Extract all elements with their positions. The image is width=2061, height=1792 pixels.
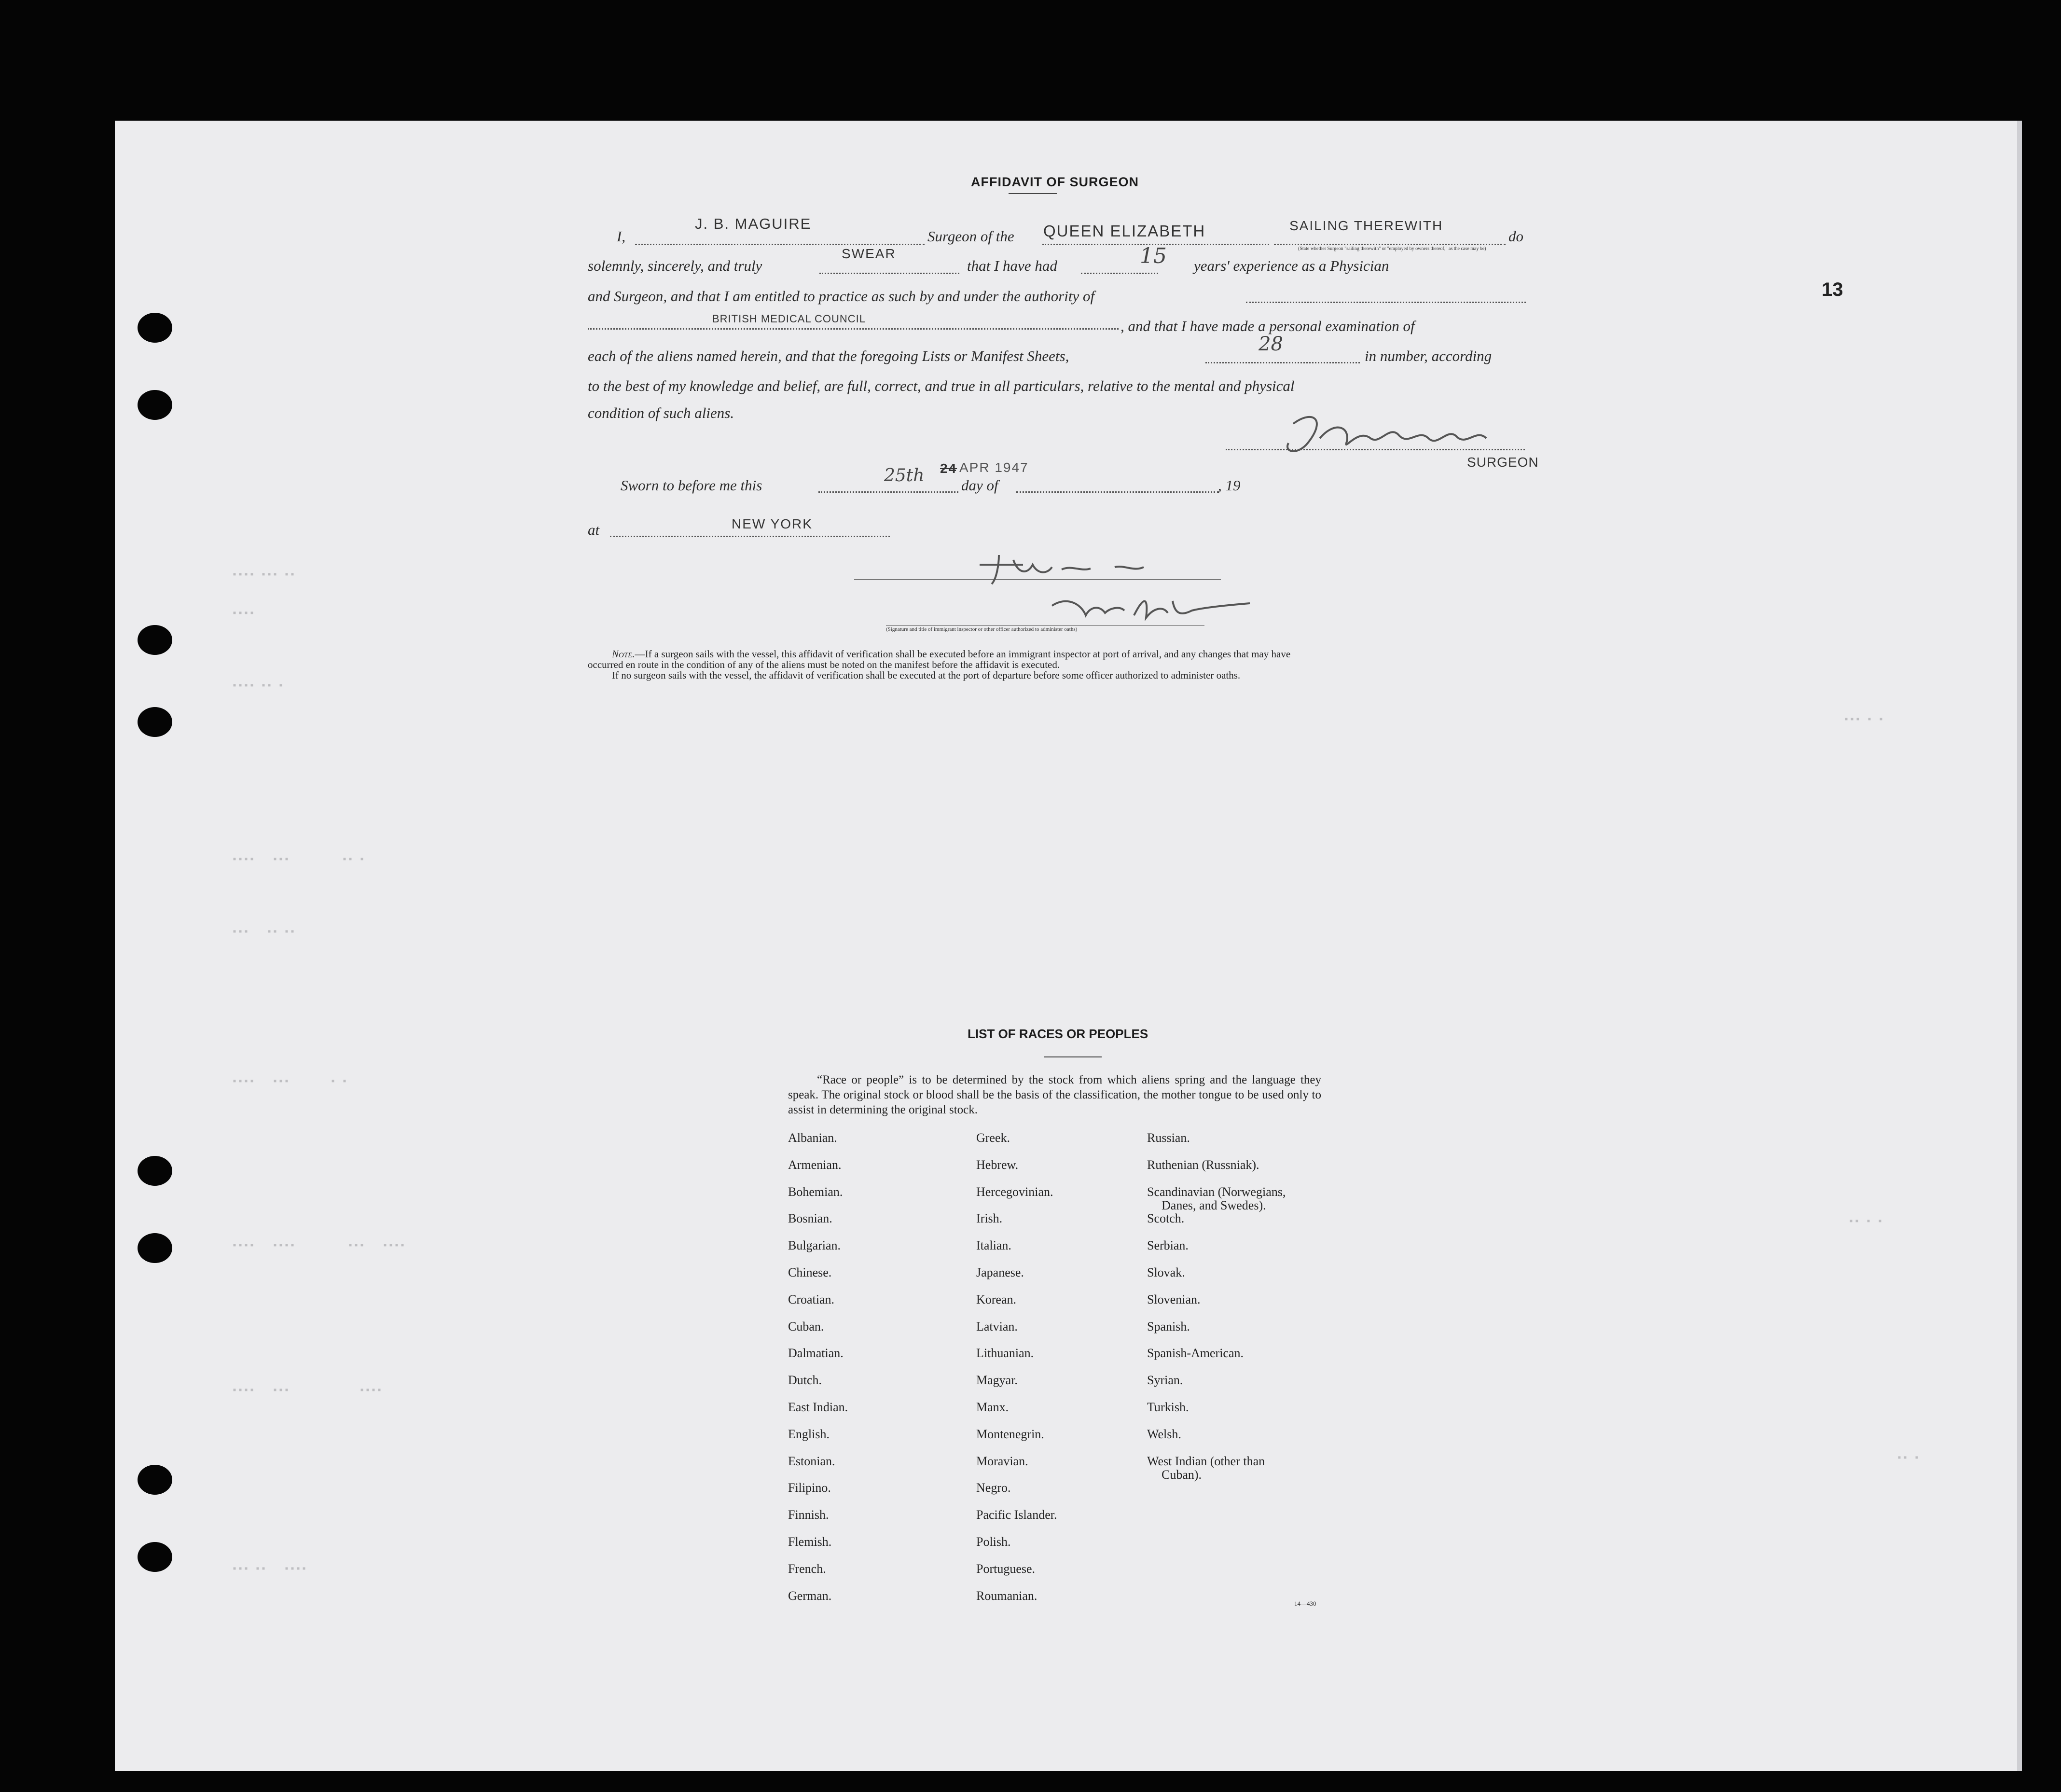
race-item: Polish.	[976, 1535, 1011, 1549]
race-item: Russian.	[1147, 1131, 1190, 1145]
line1-end: do	[1508, 228, 1523, 245]
bleed-through-mark: ▪▪▪▪ ▪▪▪▪ ▪▪▪ ▪▪▪▪	[232, 1240, 406, 1251]
race-item: Cuban.	[788, 1319, 824, 1334]
races-title-rule	[1044, 1056, 1102, 1057]
line3: and Surgeon, and that I am entitled to practice as such by and under the authority of	[588, 288, 1095, 305]
race-item: German.	[788, 1588, 832, 1603]
vessel-status: SAILING THEREWITH	[1289, 218, 1443, 233]
race-item: Lithuanian.	[976, 1346, 1034, 1361]
sworn-month-line	[1016, 491, 1219, 493]
punch-hole	[138, 1542, 172, 1572]
race-item: Filipino.	[788, 1481, 831, 1495]
races-title: LIST OF RACES OR PEOPLES	[968, 1027, 1148, 1041]
race-item: Korean.	[976, 1292, 1017, 1306]
race-item: Bohemian.	[788, 1184, 843, 1199]
sworn-year-prefix: , 19	[1218, 477, 1241, 494]
line2-prefix: solemnly, sincerely, and truly	[588, 257, 762, 274]
vessel-name: QUEEN ELIZABETH	[1043, 222, 1206, 240]
race-item: Dalmatian.	[788, 1346, 844, 1361]
note-line3: If no surgeon sails with the vessel, the affidavit of verification shall be executed at the port of departure before some officer authorized to administer oaths.	[612, 669, 1241, 681]
race-item: Japanese.	[976, 1265, 1024, 1279]
surgeon-name: J. B. MAGUIRE	[695, 215, 812, 232]
race-item: Greek.	[976, 1131, 1010, 1145]
race-item: Slovak.	[1147, 1265, 1185, 1279]
oath-word: SWEAR	[842, 246, 896, 261]
sheets-line	[1205, 362, 1360, 363]
race-item: West Indian (other than	[1147, 1454, 1265, 1468]
race-item: Roumanian.	[976, 1588, 1037, 1603]
race-item: Danes, and Swedes).	[1162, 1198, 1266, 1212]
sworn-day: 25th	[884, 466, 925, 486]
bleed-through-mark: ▪▪▪ ▪▪ ▪▪	[232, 927, 296, 938]
race-item: Italian.	[976, 1238, 1011, 1253]
race-item: Montenegrin.	[976, 1427, 1044, 1441]
note-line1	[612, 649, 1290, 660]
inspector-title-signature	[1047, 586, 1269, 630]
inspector-caption: (Signature and title of immigrant inspector or other officer authorized to administer oaths)	[886, 626, 1078, 632]
document-page	[115, 121, 2022, 1771]
punch-hole	[138, 707, 172, 737]
line2-mid: that I have had	[967, 257, 1057, 274]
sworn-mid: day of	[961, 477, 998, 494]
bleed-through-mark: ▪▪ ▪	[1896, 1453, 1920, 1464]
line4-end: , and that I have made a personal examination of	[1120, 318, 1415, 334]
race-item: Chinese.	[788, 1265, 832, 1279]
line1-prefix: I,	[617, 228, 626, 245]
authority: BRITISH MEDICAL COUNCIL	[712, 313, 866, 325]
race-item: Pacific Islander.	[976, 1508, 1057, 1522]
race-item: Spanish.	[1147, 1319, 1190, 1334]
race-item: Irish.	[976, 1211, 1003, 1226]
punch-hole	[138, 1465, 172, 1495]
line1-mid: Surgeon of the	[927, 228, 1014, 245]
note-text1: —If a surgeon sails with the vessel, this affidavit of verification shall be executed before an immigrant inspector at port of arrival, and any changes that may have	[635, 648, 1291, 660]
punch-hole	[138, 313, 172, 343]
race-item: Hebrew.	[976, 1157, 1019, 1172]
race-item: Hercegovinian.	[976, 1184, 1053, 1199]
race-item: Serbian.	[1147, 1238, 1189, 1253]
bleed-through-mark: ▪▪▪▪ ▪▪▪ ▪▪ ▪	[232, 854, 365, 865]
affidavit-title-rule	[1009, 193, 1057, 194]
race-item: Syrian.	[1147, 1373, 1183, 1388]
race-item: Welsh.	[1147, 1427, 1181, 1441]
race-item: Spanish-American.	[1147, 1346, 1244, 1361]
race-item: French.	[788, 1561, 826, 1576]
race-item: Moravian.	[976, 1454, 1028, 1468]
race-item: English.	[788, 1427, 830, 1441]
signature-label: SURGEON	[1467, 455, 1539, 470]
punch-hole	[138, 1156, 172, 1186]
race-item: Albanian.	[788, 1131, 837, 1145]
punch-hole	[138, 1233, 172, 1263]
race-item: Ruthenian (Russniak).	[1147, 1157, 1259, 1172]
bleed-through-mark: ▪▪▪ ▪▪ ▪▪▪▪	[232, 1564, 307, 1575]
authority-line-b	[588, 328, 1119, 330]
page-number: 13	[1822, 279, 1843, 300]
form-number: 14—430	[1294, 1600, 1316, 1607]
authority-line-a	[1246, 302, 1526, 303]
race-item: Armenian.	[788, 1157, 842, 1172]
sworn-date-stamp: APR 1947	[959, 460, 1029, 475]
bleed-through-mark: ▪▪▪▪ ▪▪▪ ▪▪	[232, 570, 296, 581]
inspector-signature	[970, 545, 1221, 589]
vessel-status-line	[1274, 244, 1506, 245]
race-item: Bulgarian.	[788, 1238, 841, 1253]
line2-end: years' experience as a Physician	[1194, 257, 1389, 274]
race-item: Turkish.	[1147, 1400, 1189, 1414]
line6: to the best of my knowledge and belief, are full, correct, and true in all particulars, relative to the mental and physical	[588, 377, 1295, 394]
years-line	[1081, 273, 1158, 274]
bleed-through-mark: ▪▪▪▪	[232, 608, 255, 619]
years-value: 15	[1140, 244, 1167, 268]
bleed-through-mark: ▪▪ ▪ ▪	[1848, 1216, 1883, 1227]
oath-line	[819, 273, 959, 274]
bleed-through-mark: ▪▪▪▪ ▪▪ ▪	[232, 681, 284, 692]
race-item: Croatian.	[788, 1292, 835, 1306]
race-item: Portuguese.	[976, 1561, 1036, 1576]
race-item: Flemish.	[788, 1535, 832, 1549]
race-item: Dutch.	[788, 1373, 822, 1388]
race-item: Manx.	[976, 1400, 1009, 1414]
line5-end: in number, according	[1365, 347, 1492, 364]
bleed-through-mark: ▪▪▪▪ ▪▪▪ ▪ ▪	[232, 1076, 348, 1087]
race-item: Estonian.	[788, 1454, 835, 1468]
race-item: Finnish.	[788, 1508, 829, 1522]
race-item: Negro.	[976, 1481, 1011, 1495]
race-item: Magyar.	[976, 1373, 1018, 1388]
races-intro: “Race or people” is to be determined by the stock from which aliens spring and the language they speak. The original stock or blood shall be the basis of the classification, the mother tongue to be used only to assist in determining the original stock.	[788, 1073, 1321, 1116]
race-item: Scandinavian (Norwegians,	[1147, 1184, 1286, 1199]
bleed-through-mark: ▪▪▪ ▪ ▪	[1843, 714, 1884, 725]
vessel-status-note: (State whether Surgeon "sailing therewith" or "employed by owners thereof," as the case may be)	[1298, 246, 1486, 251]
place: NEW YORK	[732, 516, 813, 531]
inspector-caption-rule	[886, 625, 1204, 626]
place-line	[610, 536, 890, 537]
at-prefix: at	[588, 521, 600, 538]
line5-prefix: each of the aliens named herein, and that the foregoing Lists or Manifest Sheets,	[588, 347, 1069, 364]
surgeon-name-line	[635, 244, 925, 245]
note-line2: occurred en route in the condition of any of the aliens must be noted on the manifest before the affidavit is executed.	[588, 659, 1060, 670]
sworn-prefix: Sworn to before me this	[621, 477, 762, 494]
race-item: Cuban).	[1162, 1467, 1202, 1482]
line7: condition of such aliens.	[588, 404, 734, 421]
race-item: East Indian.	[788, 1400, 848, 1414]
race-item: Bosnian.	[788, 1211, 832, 1226]
punch-hole	[138, 390, 172, 420]
sheets-value: 28	[1259, 333, 1283, 355]
race-item: Latvian.	[976, 1319, 1018, 1334]
note-label: Note.	[612, 648, 635, 660]
bleed-through-mark: ▪▪▪▪ ▪▪▪ ▪▪▪▪	[232, 1385, 383, 1396]
sworn-day-line	[818, 491, 958, 493]
sworn-struck-day: 24	[940, 461, 957, 476]
race-item: Scotch.	[1147, 1211, 1185, 1226]
race-item: Slovenian.	[1147, 1292, 1201, 1306]
affidavit-title: AFFIDAVIT OF SURGEON	[971, 175, 1139, 189]
punch-hole	[138, 625, 172, 655]
